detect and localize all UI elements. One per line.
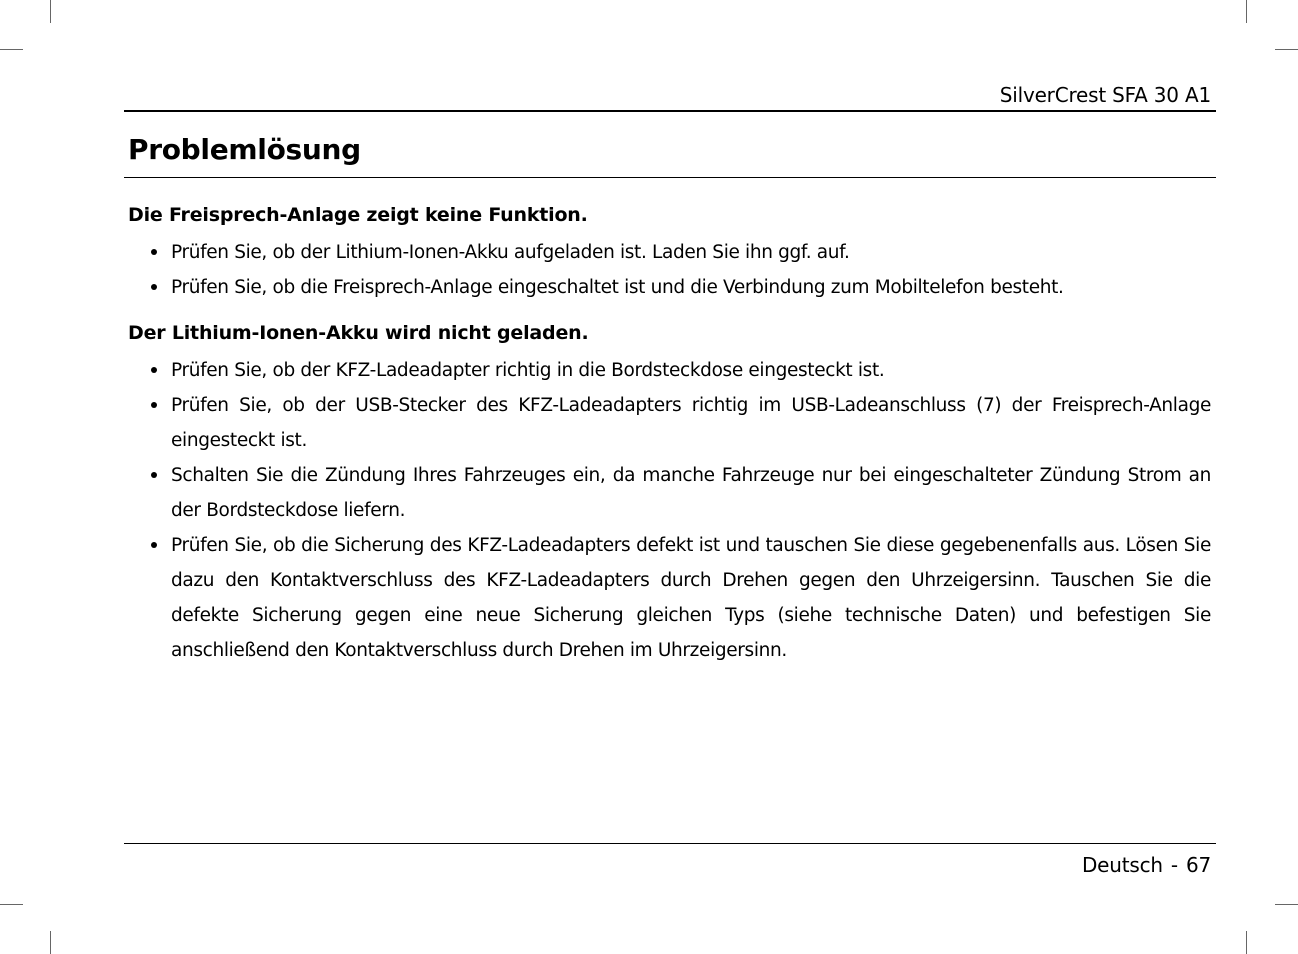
- crop-mark: [50, 0, 51, 23]
- crop-mark: [0, 49, 23, 50]
- crop-mark: [0, 904, 23, 905]
- footer-separator: -: [1170, 853, 1178, 877]
- footer-rule: [124, 843, 1216, 844]
- crop-mark: [1246, 931, 1247, 954]
- bullet-list: [128, 353, 1211, 668]
- list-item: [128, 388, 1211, 458]
- crop-mark: [1275, 904, 1298, 905]
- page-number: 67: [1185, 853, 1211, 877]
- list-item-text: Prüfen Sie, ob die Freisprech-Anlage eingeschaltet ist und die Verbindung zum Mobiltelefon besteht.: [171, 277, 1064, 298]
- page-title: Problemlösung: [128, 133, 361, 166]
- bullet-icon: [151, 542, 157, 548]
- crop-mark: [50, 931, 51, 954]
- footer: [1082, 853, 1211, 877]
- crop-mark: [1275, 49, 1298, 50]
- title-rule: [124, 177, 1216, 178]
- list-item: [128, 353, 1211, 388]
- list-item-text: Prüfen Sie, ob der USB-Stecker des KFZ-Ladeadapters richtig im USB-Ladeanschluss (7) der Freisprech-Anlage eingesteckt ist.: [171, 395, 1211, 451]
- bullet-list: [128, 235, 1211, 305]
- list-item-text: Schalten Sie die Zündung Ihres Fahrzeuges ein, da manche Fahrzeuge nur bei eingeschalteter Zündung Strom an der Bordsteckdose liefern.: [171, 465, 1211, 521]
- header-rule: [124, 110, 1216, 112]
- section-heading: Die Freisprech-Anlage zeigt keine Funktion.: [128, 204, 588, 226]
- main-content: [128, 200, 1211, 668]
- bullet-icon: [151, 284, 157, 290]
- list-item-text: Prüfen Sie, ob der KFZ-Ladeadapter richtig in die Bordsteckdose eingesteckt ist.: [171, 360, 885, 381]
- footer-language: Deutsch: [1081, 853, 1163, 877]
- list-item: [128, 270, 1211, 305]
- header-product-name: SilverCrest SFA 30 A1: [999, 83, 1211, 107]
- list-item-text: Prüfen Sie, ob der Lithium-Ionen-Akku aufgeladen ist. Laden Sie ihn ggf. auf.: [171, 242, 850, 263]
- section-battery-not-charging: [128, 318, 1211, 668]
- section-no-function: [128, 200, 1211, 305]
- bullet-icon: [151, 249, 157, 255]
- bullet-icon: [151, 402, 157, 408]
- crop-mark: [1246, 0, 1247, 23]
- list-item: [128, 235, 1211, 270]
- list-item: [128, 458, 1211, 528]
- list-item-text: Prüfen Sie, ob die Sicherung des KFZ-Ladeadapters defekt ist und tauschen Sie diese gegebenenfalls aus. Lösen Sie dazu den Kontaktverschluss des KFZ-Ladeadapters durch Drehen gegen den Uhrzeigersinn. Tauschen Sie die defekte Sicherung gegen eine neue Sicherung gleichen Typs (siehe technische Daten) und befestigen Sie anschließend den Kontaktverschluss durch Drehen im Uhrzeigersinn.: [171, 535, 1211, 661]
- list-item: [128, 528, 1211, 668]
- section-heading: Der Lithium-Ionen-Akku wird nicht geladen.: [128, 322, 589, 344]
- bullet-icon: [151, 472, 157, 478]
- bullet-icon: [151, 367, 157, 373]
